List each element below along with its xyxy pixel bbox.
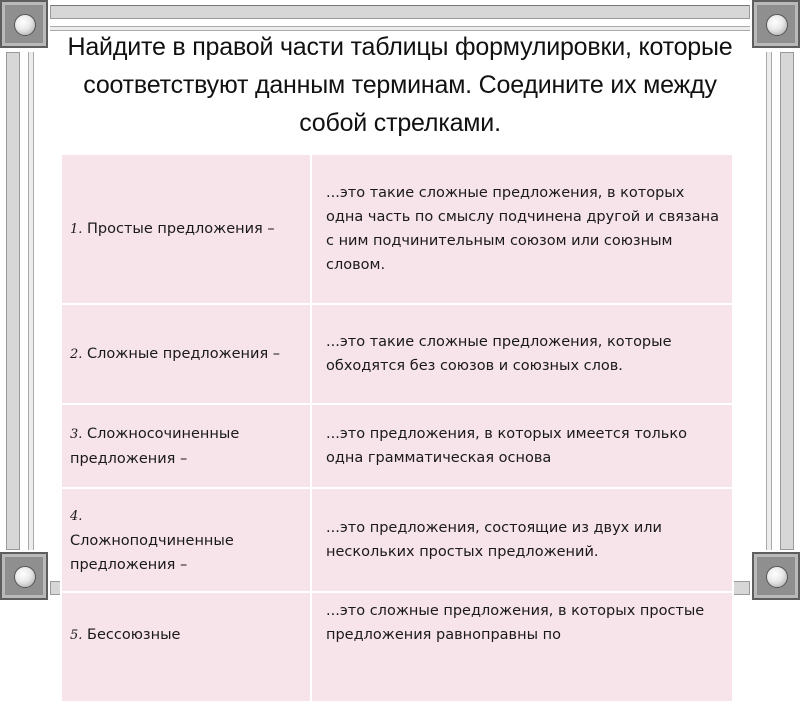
term-number: 3. xyxy=(70,426,83,442)
term-cell xyxy=(61,592,311,702)
table-row xyxy=(61,404,733,488)
definition-cell: ...это предложения, состоящие из двух или нескольких простых предложений. xyxy=(311,488,733,592)
rivet-icon xyxy=(766,14,788,36)
term-cell xyxy=(61,154,311,304)
term-number: 5. xyxy=(70,628,83,643)
term-text: Сложносочиненные предложения – xyxy=(70,425,240,467)
definition-cell: ...это сложные предложения, в которых простые предложения равноправны по xyxy=(311,592,733,702)
table-row xyxy=(61,592,733,702)
frame-corner-bottom-right xyxy=(752,552,800,600)
definition-cell: ...это такие сложные предложения, в которых одна часть по смыслу подчинена другой и связана с ним подчинительным союзом или союзным словом. xyxy=(311,154,733,304)
rivet-icon xyxy=(14,566,36,588)
frame-corner-top-right xyxy=(752,0,800,48)
term-cell xyxy=(61,404,311,488)
definition-cell: ...это предложения, в которых имеется только одна грамматическая основа xyxy=(311,404,733,488)
frame-corner-top-left xyxy=(0,0,48,48)
term-text: Сложные предложения – xyxy=(87,345,281,362)
rivet-icon xyxy=(14,14,36,36)
frame-rail-left-inner xyxy=(28,52,34,550)
slide-title: Найдите в правой части таблицы формулировки, которые соответствуют данным терминам. Соедините их между собой стрелками. xyxy=(67,33,733,137)
term-number: 2. xyxy=(70,346,83,362)
definition-cell: ...это такие сложные предложения, которые обходятся без союзов и союзных слов. xyxy=(311,304,733,404)
term-text: Бессоюзные xyxy=(87,627,181,643)
table-row xyxy=(61,488,733,592)
table-row xyxy=(61,304,733,404)
frame-rail-right-inner xyxy=(766,52,772,550)
term-text: Простые предложения – xyxy=(87,220,275,237)
term-text: Сложноподчиненные предложения – xyxy=(70,532,234,573)
term-number: 4. xyxy=(70,508,83,524)
frame-rail-top xyxy=(50,5,750,19)
frame-rail-right xyxy=(780,52,794,550)
rivet-icon xyxy=(766,566,788,588)
terms-table xyxy=(60,153,734,703)
table-row xyxy=(61,154,733,304)
frame-rail-left xyxy=(6,52,20,550)
term-cell xyxy=(61,304,311,404)
term-number: 1. xyxy=(70,221,83,237)
frame-corner-bottom-left xyxy=(0,552,48,600)
term-cell xyxy=(61,488,311,592)
